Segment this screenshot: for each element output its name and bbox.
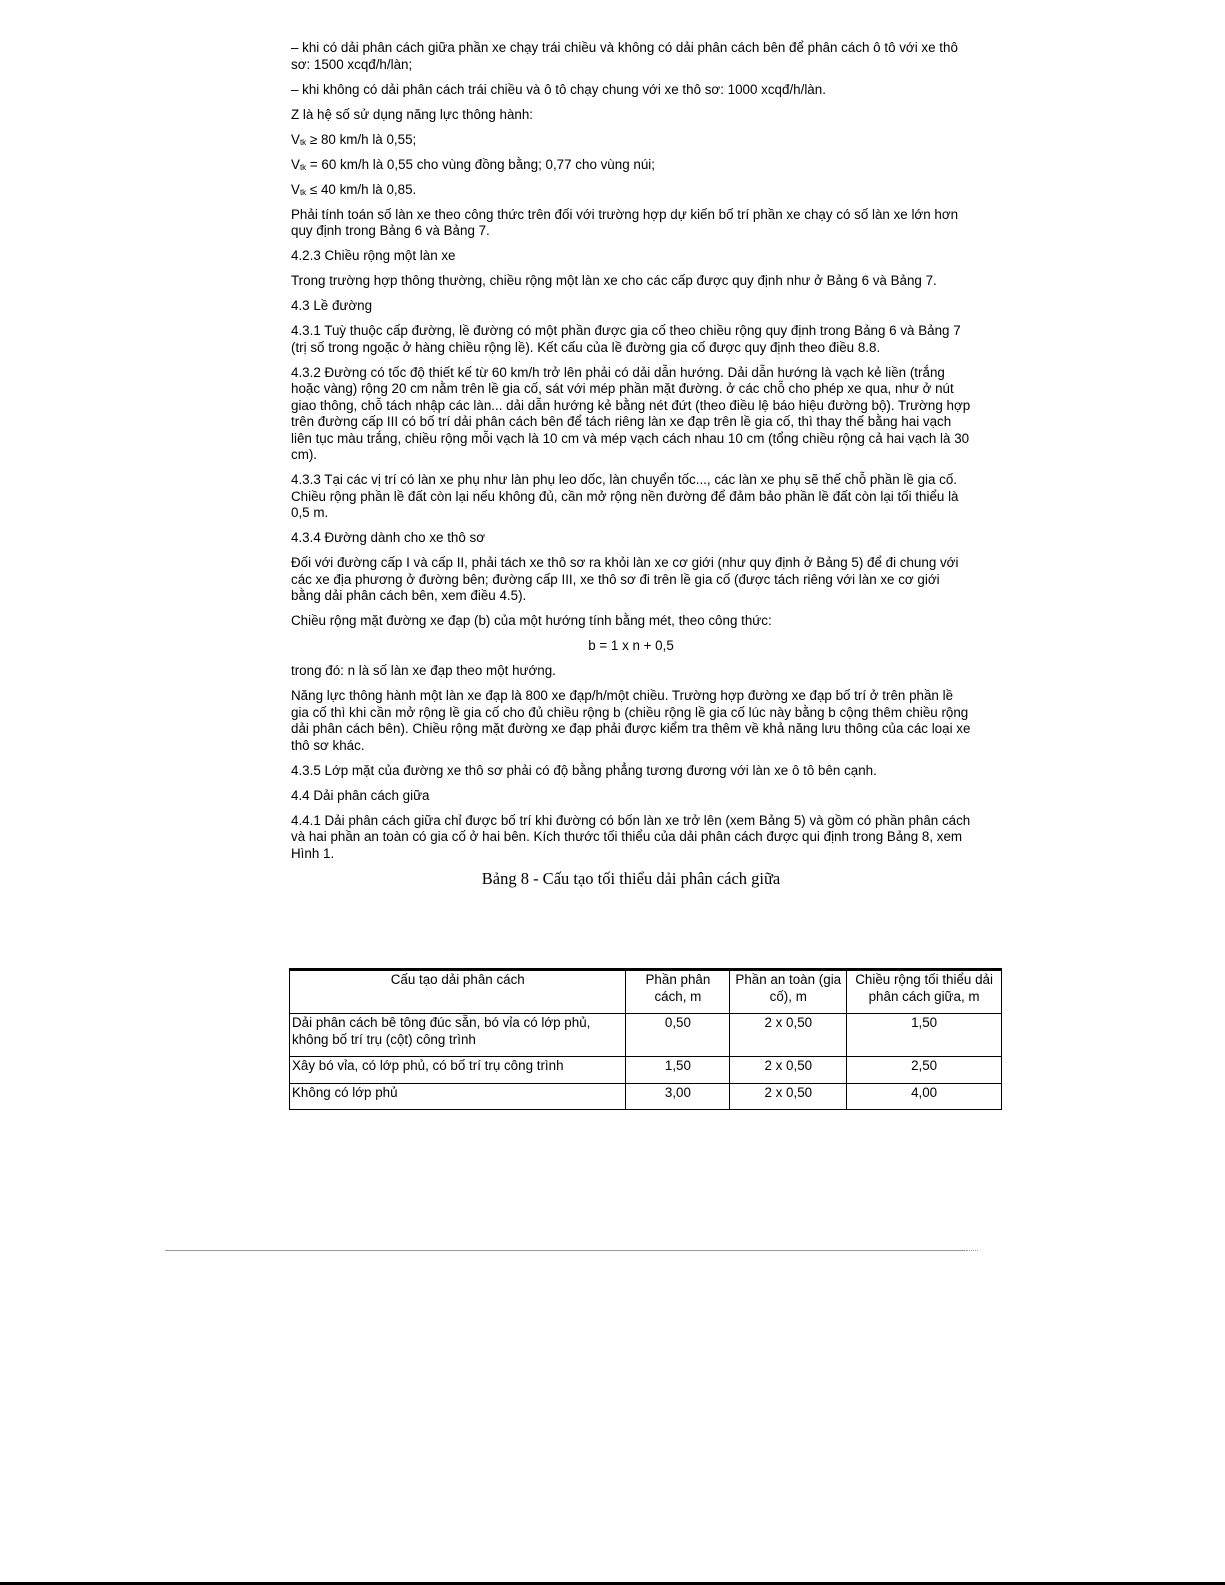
page-divider-dots <box>966 1250 978 1252</box>
paragraph: Năng lực thông hành một làn xe đạp là 800 xe đạp/h/một chiều. Trường hợp đường xe đạp bố trí ở trên phần lề gia cố thì khi cần mở rộng lề gia cố cho đủ chiều rộng b (chiều rộng lề gia cố lúc này bằng b cộng thêm chiều rộng dải phân cách bên). Chiều rộng mặt đường xe đạp phải được kiểm tra thêm về khả năng lưu thông của các loại xe thô sơ khác. <box>291 688 971 753</box>
speed-item: $V_{tk} = 60$ km/h là 0,55 cho vùng đồng bằng; 0,77 cho vùng núi; <box>291 156 655 172</box>
table-cell: 1,50 <box>626 1057 730 1084</box>
paragraph: 4.3.5 Lớp mặt của đường xe thô sơ phải có độ bằng phẳng tương đương với làn xe ô tô bên cạnh. <box>291 762 877 778</box>
table-cell: 1,50 <box>847 1014 1002 1057</box>
table-header-cell: Cấu tạo dải phân cách <box>290 970 626 1014</box>
paragraph: – khi có dải phân cách giữa phần xe chạy trái chiều và không có dải phân cách bên để phân cách ô tô với xe thô sơ: 1500 xcqđ/h/làn; <box>291 40 958 72</box>
table-row <box>290 1057 1002 1084</box>
table-cell: Không có lớp phủ <box>290 1083 626 1110</box>
median-table <box>289 968 1002 1110</box>
table-cell: 2 x 0,50 <box>730 1057 847 1084</box>
table-header-cell: Phần an toàn (gia cố), m <box>730 970 847 1014</box>
table-cell: 2,50 <box>847 1057 1002 1084</box>
table-cell: 3,00 <box>626 1083 730 1110</box>
table-header-cell: Chiều rộng tối thiểu dải phân cách giữa, m <box>847 970 1002 1014</box>
section-heading: 4.3.4 Đường dành cho xe thô sơ <box>291 530 486 545</box>
paragraph: 4.3.2 Đường có tốc độ thiết kế từ 60 km/h trở lên phải có dải dẫn hướng. Dải dẫn hướng là vạch kẻ liền (trắng hoặc vàng) rộng 20 cm nằm trên lề gia cố, sát với mép phần mặt đường. ở các chỗ cho phép xe qua, như ở nút giao thông, chỗ tách nhập các làn... dải dẫn hướng kẻ bằng nét đứt (theo điều lệ báo hiệu đường bộ). Trường hợp trên đường cấp III có bố trí dải phân cách bên để tách riêng làn xe đạp trên lề gia cố, thì thay thế bằng hai vạch liên tục màu trắng, chiều rộng mỗi vạch là 10 cm và mép vạch cách nhau 10 cm (tổng chiều rộng cả hai vạch là 30 cm). <box>291 364 971 462</box>
page-divider <box>165 1250 965 1251</box>
section-heading: 4.2.3 Chiều rộng một làn xe <box>291 248 456 263</box>
table-header-cell: Phần phân cách, m <box>626 970 730 1014</box>
table-cell: 0,50 <box>626 1014 730 1057</box>
table-cell: 4,00 <box>847 1083 1002 1110</box>
paragraph: trong đó: n là số làn xe đạp theo một hướng. <box>291 663 556 678</box>
paragraph: Z là hệ số sử dụng năng lực thông hành: <box>291 106 534 122</box>
paragraph: 4.3.1 Tuỳ thuộc cấp đường, lề đường có một phần được gia cố theo chiều rộng quy định trong Bảng 6 và Bảng 7 (trị số trong ngoặc ở hàng chiều rộng lề). Kết cấu của lề đường gia cố được quy định theo điều 8.8. <box>291 323 961 355</box>
table-row <box>290 1014 1002 1057</box>
table-header-row <box>290 970 1002 1014</box>
document-body <box>291 40 971 897</box>
table-cell: Xây bó vỉa, có lớp phủ, có bố trí trụ công trình <box>290 1057 626 1084</box>
paragraph: Phải tính toán số làn xe theo công thức trên đối với trường hợp dự kiến bố trí phần xe chạy có số làn xe lớn hơn quy định trong Bảng 6 và Bảng 7. <box>291 206 959 238</box>
table-cell: 2 x 0,50 <box>730 1014 847 1057</box>
table-cell: Dải phân cách bê tông đúc sẵn, bó vỉa có lớp phủ, không bố trí trụ (cột) công trình <box>290 1014 626 1057</box>
section-heading: 4.4 Dải phân cách giữa <box>291 787 430 803</box>
paragraph: – khi không có dải phân cách trái chiều và ô tô chạy chung với xe thô sơ: 1000 xcqđ/h/làn. <box>291 81 826 97</box>
paragraph: Chiều rộng mặt đường xe đạp (b) của một hướng tính bằng mét, theo công thức: <box>291 613 772 628</box>
formula: b = 1 x n + 0,5 <box>588 638 674 653</box>
table-row <box>290 1083 1002 1110</box>
paragraph: 4.3.3 Tại các vị trí có làn xe phụ như làn phụ leo dốc, làn chuyển tốc..., các làn xe phụ sẽ thế chỗ phần lề gia cố. Chiều rộng phần lề đất còn lại nếu không đủ, cần mở rộng nền đường để đảm bảo phần lề đất còn lại tối thiểu là 0,5 m. <box>291 472 959 520</box>
section-heading: 4.3 Lề đường <box>291 298 373 313</box>
speed-item: $V_{tk} \le 40$ km/h là 0,85. <box>291 181 417 197</box>
table-cell: 2 x 0,50 <box>730 1083 847 1110</box>
speed-item: $V_{tk} \ge 80$ km/h là 0,55; <box>291 131 417 147</box>
table-caption: Bảng 8 - Cấu tạo tối thiểu dải phân cách giữa <box>481 868 781 888</box>
paragraph: Trong trường hợp thông thường, chiều rộng một làn xe cho các cấp được quy định như ở Bảng 6 và Bảng 7. <box>291 273 937 288</box>
paragraph: Đối với đường cấp I và cấp II, phải tách xe thô sơ ra khỏi làn xe cơ giới (như quy định ở Bảng 5) để đi chung với các xe địa phương ở đường bên; đường cấp III, xe thô sơ đi trên lề gia cố (được tách riêng với làn xe cơ giới bằng dải phân cách bên, xem điều 4.5). <box>291 555 959 603</box>
paragraph: 4.4.1 Dải phân cách giữa chỉ được bố trí khi đường có bốn làn xe trở lên (xem Bảng 5) và gồm có phần phân cách và hai phần an toàn có gia cố ở hai bên. Kích thước tối thiểu của dải phân cách được qui định trong Bảng 8, xem Hình 1. <box>291 812 971 861</box>
